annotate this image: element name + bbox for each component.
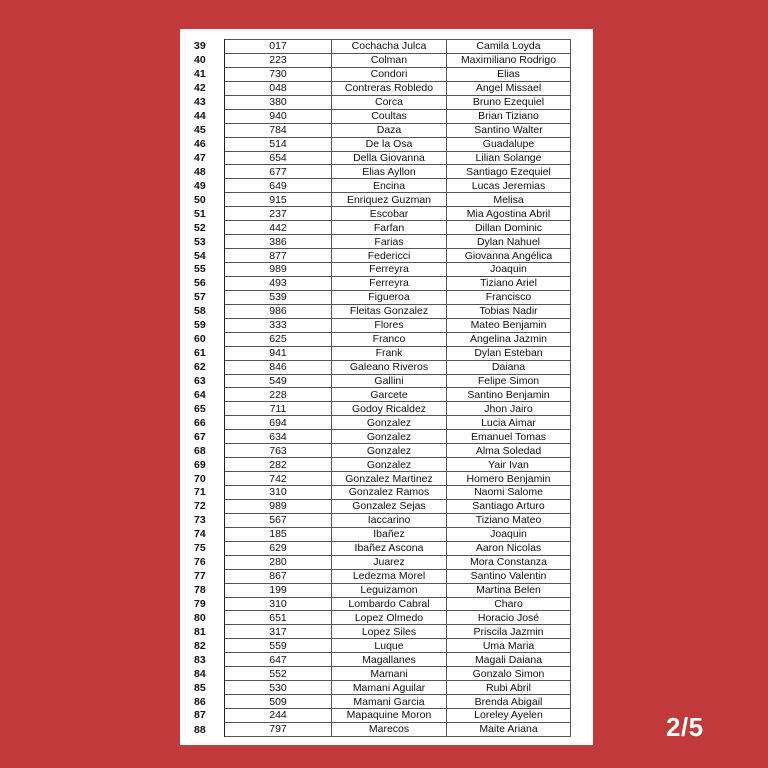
table-row	[194, 681, 571, 695]
student-code: 941	[225, 346, 332, 360]
student-surname: Daza	[332, 123, 447, 137]
student-code: 442	[225, 221, 332, 235]
student-first-name: Mia Agostina Abril	[447, 207, 571, 221]
row-number: 75	[194, 541, 225, 555]
row-number: 51	[194, 207, 225, 221]
student-code: 185	[225, 527, 332, 541]
row-number: 55	[194, 263, 225, 277]
student-code: 310	[225, 486, 332, 500]
student-surname: De la Osa	[332, 137, 447, 151]
student-surname: Franco	[332, 332, 447, 346]
row-number: 45	[194, 123, 225, 137]
student-first-name: Bruno Ezequiel	[447, 95, 571, 109]
student-code: 228	[225, 388, 332, 402]
student-surname: Gonzalez	[332, 444, 447, 458]
table-row	[194, 709, 571, 723]
student-code: 237	[225, 207, 332, 221]
table-row	[194, 555, 571, 569]
student-surname: Juarez	[332, 555, 447, 569]
row-number: 70	[194, 472, 225, 486]
row-number: 57	[194, 290, 225, 304]
student-surname: Figueroa	[332, 290, 447, 304]
student-code: 625	[225, 332, 332, 346]
student-first-name: Camila Loyda	[447, 40, 571, 54]
table-row	[194, 667, 571, 681]
student-code: 509	[225, 695, 332, 709]
student-code: 649	[225, 179, 332, 193]
student-first-name: Priscila Jazmin	[447, 625, 571, 639]
row-number: 50	[194, 193, 225, 207]
student-surname: Marecos	[332, 722, 447, 736]
row-number: 69	[194, 458, 225, 472]
student-surname: Garcete	[332, 388, 447, 402]
student-first-name: Santiago Ezequiel	[447, 165, 571, 179]
table-row	[194, 527, 571, 541]
student-code: 539	[225, 290, 332, 304]
table-row	[194, 486, 571, 500]
row-number: 60	[194, 332, 225, 346]
table-row	[194, 221, 571, 235]
row-number: 41	[194, 67, 225, 81]
student-surname: Flores	[332, 318, 447, 332]
table-row	[194, 81, 571, 95]
row-number: 83	[194, 653, 225, 667]
student-code: 199	[225, 583, 332, 597]
student-surname: Gonzalez	[332, 458, 447, 472]
student-surname: Farias	[332, 235, 447, 249]
table-row	[194, 249, 571, 263]
row-number: 72	[194, 499, 225, 513]
table-row	[194, 304, 571, 318]
table-row	[194, 513, 571, 527]
table-row	[194, 472, 571, 486]
page-indicator: 2/5	[666, 712, 704, 742]
student-code: 282	[225, 458, 332, 472]
student-first-name: Giovanna Angélica	[447, 249, 571, 263]
student-first-name: Lilian Solange	[447, 151, 571, 165]
table-row	[194, 388, 571, 402]
row-number: 39	[194, 40, 225, 54]
table-row	[194, 458, 571, 472]
student-surname: Enriquez Guzman	[332, 193, 447, 207]
student-surname: Farfan	[332, 221, 447, 235]
student-code: 694	[225, 416, 332, 430]
row-number: 56	[194, 276, 225, 290]
student-first-name: Dylan Esteban	[447, 346, 571, 360]
student-code: 244	[225, 709, 332, 723]
student-code: 986	[225, 304, 332, 318]
row-number: 80	[194, 611, 225, 625]
table-row	[194, 597, 571, 611]
student-code: 017	[225, 40, 332, 54]
student-first-name: Mora Constanza	[447, 555, 571, 569]
student-first-name: Alma Soledad	[447, 444, 571, 458]
row-number: 78	[194, 583, 225, 597]
table-row	[194, 499, 571, 513]
row-number: 44	[194, 109, 225, 123]
table-row	[194, 235, 571, 249]
row-number: 76	[194, 555, 225, 569]
student-first-name: Homero Benjamin	[447, 472, 571, 486]
student-code: 567	[225, 513, 332, 527]
table-row	[194, 541, 571, 555]
student-surname: Gonzalez Martinez	[332, 472, 447, 486]
row-number: 74	[194, 527, 225, 541]
student-code: 549	[225, 374, 332, 388]
row-number: 54	[194, 249, 225, 263]
student-first-name: Brian Tiziano	[447, 109, 571, 123]
student-first-name: Tobias Nadir	[447, 304, 571, 318]
table-row	[194, 179, 571, 193]
student-code: 940	[225, 109, 332, 123]
table-row	[194, 109, 571, 123]
student-first-name: Tiziano Mateo	[447, 513, 571, 527]
table-row	[194, 722, 571, 736]
student-first-name: Yair Ivan	[447, 458, 571, 472]
table-row	[194, 583, 571, 597]
student-surname: Lopez Siles	[332, 625, 447, 639]
row-number: 86	[194, 695, 225, 709]
student-surname: Colman	[332, 53, 447, 67]
student-surname: Cochacha Julca	[332, 40, 447, 54]
student-code: 048	[225, 81, 332, 95]
student-code: 989	[225, 499, 332, 513]
student-code: 989	[225, 263, 332, 277]
student-first-name: Felipe Simon	[447, 374, 571, 388]
student-first-name: Joaquin	[447, 263, 571, 277]
student-surname: Leguizamon	[332, 583, 447, 597]
row-number: 84	[194, 667, 225, 681]
student-first-name: Magali Daiana	[447, 653, 571, 667]
row-number: 58	[194, 304, 225, 318]
row-number: 48	[194, 165, 225, 179]
student-first-name: Santino Valentin	[447, 569, 571, 583]
student-first-name: Loreley Ayelen	[447, 709, 571, 723]
student-surname: Gallini	[332, 374, 447, 388]
row-number: 73	[194, 513, 225, 527]
table-row	[194, 290, 571, 304]
student-first-name: Santino Walter	[447, 123, 571, 137]
student-first-name: Angel Missael	[447, 81, 571, 95]
student-first-name: Santino Benjamin	[447, 388, 571, 402]
student-first-name: Maximiliano Rodrigo	[447, 53, 571, 67]
student-first-name: Daiana	[447, 360, 571, 374]
student-first-name: Jhon Jairo	[447, 402, 571, 416]
student-code: 877	[225, 249, 332, 263]
row-number: 82	[194, 639, 225, 653]
student-first-name: Lucia Aimar	[447, 416, 571, 430]
student-surname: Ferreyra	[332, 276, 447, 290]
row-number: 62	[194, 360, 225, 374]
student-surname: Mamani	[332, 667, 447, 681]
student-first-name: Charo	[447, 597, 571, 611]
table-row	[194, 207, 571, 221]
table-row	[194, 611, 571, 625]
student-first-name: Emanuel Tomas	[447, 430, 571, 444]
student-first-name: Elias	[447, 67, 571, 81]
student-surname: Ledezma Morel	[332, 569, 447, 583]
student-code: 629	[225, 541, 332, 555]
table-row	[194, 444, 571, 458]
student-code: 333	[225, 318, 332, 332]
student-code: 647	[225, 653, 332, 667]
student-first-name: Aaron Nicolas	[447, 541, 571, 555]
student-code: 654	[225, 151, 332, 165]
row-number: 81	[194, 625, 225, 639]
student-code: 310	[225, 597, 332, 611]
student-surname: Magallanes	[332, 653, 447, 667]
student-code: 634	[225, 430, 332, 444]
row-number: 63	[194, 374, 225, 388]
student-code: 530	[225, 681, 332, 695]
student-first-name: Martina Belen	[447, 583, 571, 597]
student-surname: Gonzalez Ramos	[332, 486, 447, 500]
student-first-name: Santiago Arturo	[447, 499, 571, 513]
table-row	[194, 332, 571, 346]
row-number: 77	[194, 569, 225, 583]
row-number: 67	[194, 430, 225, 444]
table-row	[194, 53, 571, 67]
row-number: 40	[194, 53, 225, 67]
student-code: 867	[225, 569, 332, 583]
student-first-name: Guadalupe	[447, 137, 571, 151]
row-number: 61	[194, 346, 225, 360]
student-surname: Fleitas Gonzalez	[332, 304, 447, 318]
student-code: 846	[225, 360, 332, 374]
student-surname: Gonzalez	[332, 416, 447, 430]
student-surname: Condori	[332, 67, 447, 81]
row-number: 66	[194, 416, 225, 430]
student-surname: Mapaquine Moron	[332, 709, 447, 723]
student-surname: Godoy Ricaldez	[332, 402, 447, 416]
student-surname: Gonzalez	[332, 430, 447, 444]
row-number: 46	[194, 137, 225, 151]
student-first-name: Horacio José	[447, 611, 571, 625]
student-first-name: Lucas Jeremias	[447, 179, 571, 193]
student-code: 514	[225, 137, 332, 151]
student-code: 915	[225, 193, 332, 207]
student-surname: Contreras Robledo	[332, 81, 447, 95]
student-code: 797	[225, 722, 332, 736]
student-code: 223	[225, 53, 332, 67]
student-surname: Frank	[332, 346, 447, 360]
table-row	[194, 67, 571, 81]
student-surname: Lopez Olmedo	[332, 611, 447, 625]
row-number: 71	[194, 486, 225, 500]
table-row	[194, 318, 571, 332]
row-number: 87	[194, 709, 225, 723]
table-row	[194, 276, 571, 290]
student-code: 742	[225, 472, 332, 486]
row-number: 43	[194, 95, 225, 109]
student-surname: Ibañez Ascona	[332, 541, 447, 555]
student-code: 559	[225, 639, 332, 653]
row-number: 64	[194, 388, 225, 402]
student-surname: Encina	[332, 179, 447, 193]
student-code: 280	[225, 555, 332, 569]
student-first-name: Gonzalo Simon	[447, 667, 571, 681]
student-first-name: Dylan Nahuel	[447, 235, 571, 249]
roster-body	[194, 40, 571, 737]
student-surname: Coultas	[332, 109, 447, 123]
table-row	[194, 40, 571, 54]
row-number: 59	[194, 318, 225, 332]
table-row	[194, 346, 571, 360]
table-row	[194, 193, 571, 207]
student-first-name: Dillan Dominic	[447, 221, 571, 235]
student-code: 380	[225, 95, 332, 109]
student-code: 730	[225, 67, 332, 81]
student-first-name: Brenda Abigail	[447, 695, 571, 709]
table-row	[194, 430, 571, 444]
row-number: 85	[194, 681, 225, 695]
table-row	[194, 625, 571, 639]
student-surname: Federicci	[332, 249, 447, 263]
table-row	[194, 639, 571, 653]
student-surname: Ibañez	[332, 527, 447, 541]
student-surname: Iaccarino	[332, 513, 447, 527]
table-row	[194, 402, 571, 416]
student-surname: Lombardo Cabral	[332, 597, 447, 611]
student-first-name: Rubi Abril	[447, 681, 571, 695]
student-first-name: Joaquin	[447, 527, 571, 541]
student-surname: Elias Ayllon	[332, 165, 447, 179]
row-number: 65	[194, 402, 225, 416]
student-first-name: Angelina Jazmin	[447, 332, 571, 346]
student-surname: Mamani Garcia	[332, 695, 447, 709]
student-surname: Galeano Riveros	[332, 360, 447, 374]
student-code: 651	[225, 611, 332, 625]
row-number: 42	[194, 81, 225, 95]
student-first-name: Melisa	[447, 193, 571, 207]
student-first-name: Maite Ariana	[447, 722, 571, 736]
student-first-name: Uma Maria	[447, 639, 571, 653]
student-code: 317	[225, 625, 332, 639]
table-row	[194, 165, 571, 179]
table-row	[194, 416, 571, 430]
row-number: 49	[194, 179, 225, 193]
student-code: 711	[225, 402, 332, 416]
table-row	[194, 123, 571, 137]
student-surname: Della Giovanna	[332, 151, 447, 165]
student-roster-table	[194, 39, 571, 737]
student-first-name: Mateo Benjamin	[447, 318, 571, 332]
row-number: 47	[194, 151, 225, 165]
student-code: 677	[225, 165, 332, 179]
row-number: 53	[194, 235, 225, 249]
row-number: 68	[194, 444, 225, 458]
student-surname: Mamani Aguilar	[332, 681, 447, 695]
student-code: 784	[225, 123, 332, 137]
student-surname: Ferreyra	[332, 263, 447, 277]
student-code: 493	[225, 276, 332, 290]
student-surname: Corca	[332, 95, 447, 109]
student-surname: Escobar	[332, 207, 447, 221]
row-number: 52	[194, 221, 225, 235]
row-number: 88	[194, 722, 225, 736]
document-sheet	[180, 29, 593, 745]
student-first-name: Naomi Salome	[447, 486, 571, 500]
student-code: 763	[225, 444, 332, 458]
student-code: 552	[225, 667, 332, 681]
student-surname: Gonzalez Sejas	[332, 499, 447, 513]
table-row	[194, 360, 571, 374]
row-number: 79	[194, 597, 225, 611]
student-surname: Luque	[332, 639, 447, 653]
table-row	[194, 374, 571, 388]
table-row	[194, 95, 571, 109]
table-row	[194, 151, 571, 165]
student-first-name: Francisco	[447, 290, 571, 304]
student-first-name: Tiziano Ariel	[447, 276, 571, 290]
table-row	[194, 695, 571, 709]
table-row	[194, 263, 571, 277]
table-row	[194, 653, 571, 667]
table-row	[194, 137, 571, 151]
table-row	[194, 569, 571, 583]
student-code: 386	[225, 235, 332, 249]
